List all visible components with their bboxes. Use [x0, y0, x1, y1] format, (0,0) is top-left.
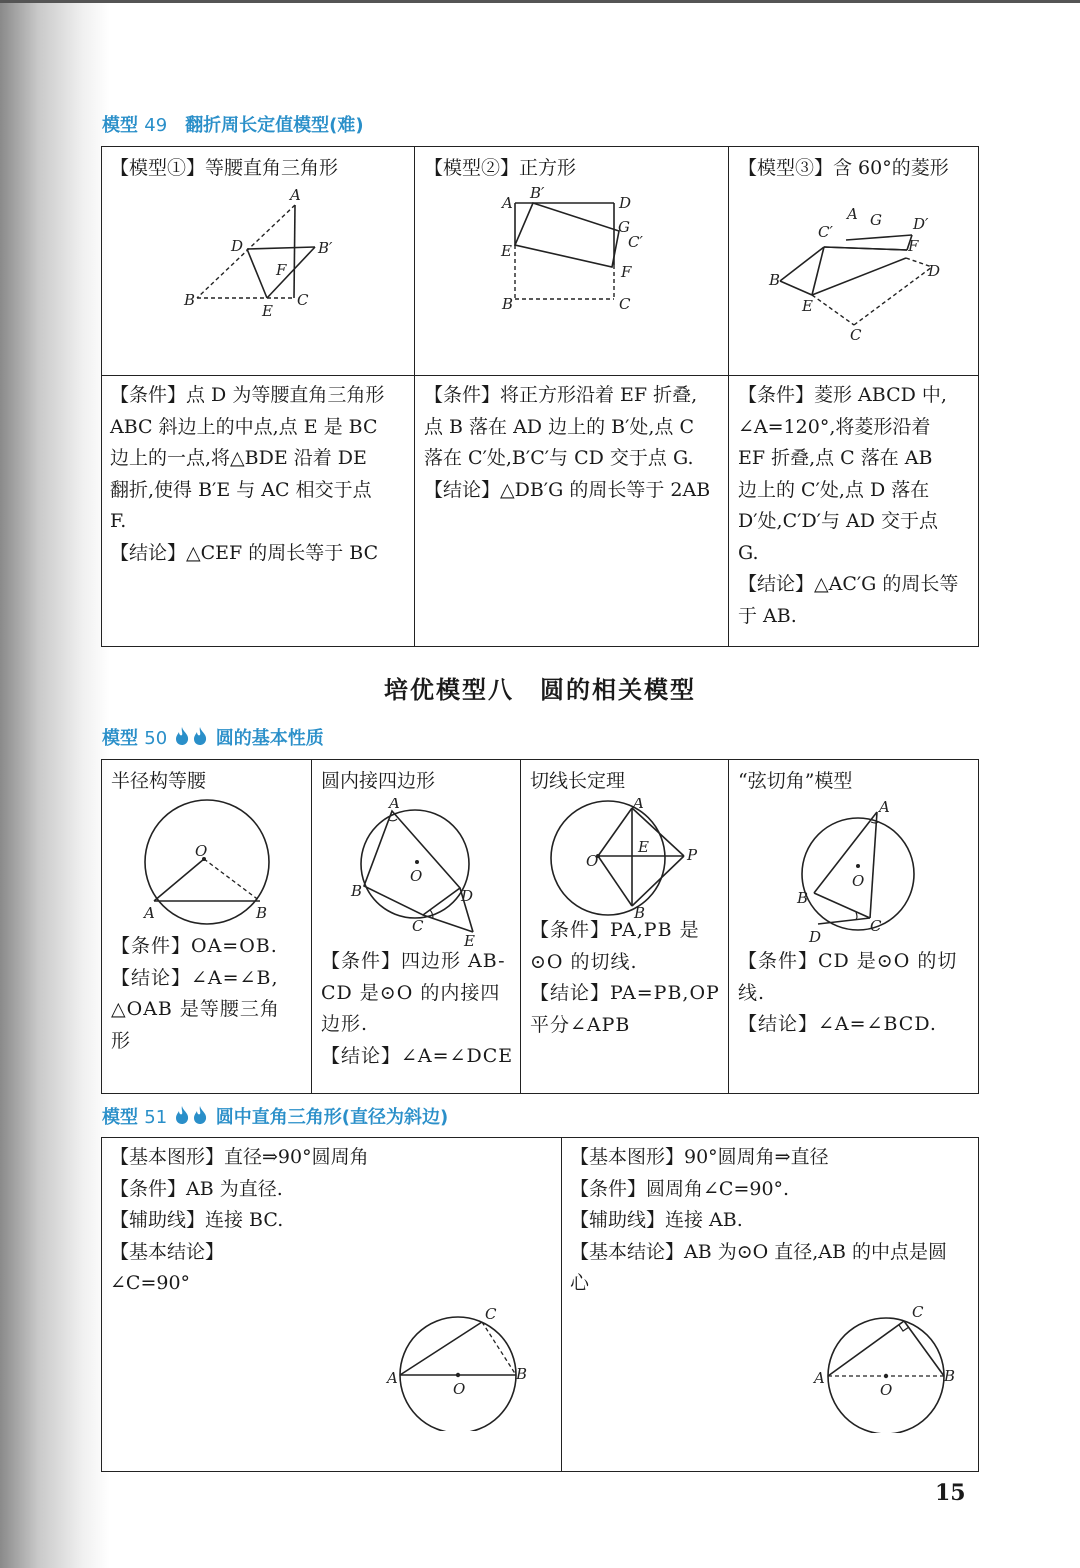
model-50-cell1-text: 【条件】OA=OB. 【结论】∠A=∠B, △OAB 是等腰三角 形	[111, 935, 280, 1052]
model-51-cell2-text: 【基本图形】90°圆周角⇒直径 【条件】圆周角∠C=90°. 【辅助线】连接 AB. 【基本结论】AB 为⊙O 直径,AB 的中点是圆 心	[570, 1146, 948, 1294]
fig50-2-label-E: E	[464, 932, 475, 948]
model-50-figure-1	[132, 798, 282, 928]
fig3-label-E: E	[802, 297, 813, 315]
fig50-1-label-A: A	[144, 904, 155, 922]
fig50-2-label-C: C	[412, 917, 424, 935]
fig50-3-label-A: A	[633, 798, 644, 812]
fig51-1-label-B: B	[516, 1365, 528, 1383]
model-50-figure-2	[347, 798, 497, 948]
fig51-1-label-O: O	[453, 1380, 466, 1398]
fig3-label-D: D	[928, 262, 941, 280]
fig51-2-label-O: O	[880, 1381, 893, 1399]
fig50-3-label-B: B	[634, 904, 646, 918]
fig50-2-label-D: D	[461, 887, 474, 905]
model-49-figure-1	[177, 187, 377, 322]
model-51-title: 模型 51 圆中直角三角形(直径为斜边)	[102, 1107, 449, 1128]
fig50-1-label-B: B	[256, 904, 268, 922]
fig50-1-label-O: O	[195, 842, 208, 860]
model-51-figure-1	[382, 1301, 542, 1431]
fig2-label-D: D	[619, 194, 632, 212]
top-border	[0, 0, 1080, 3]
fig50-3-label-O: O	[586, 852, 599, 870]
model-51-figure-2	[810, 1303, 970, 1433]
model-51-cell1-text: 【基本图形】直径⇒90°圆周角 【条件】AB 为直径. 【辅助线】连接 BC. 【基本结论】 ∠C=90°	[110, 1146, 369, 1294]
fig1-label-Bp: B′	[318, 239, 333, 257]
fig3-label-A: A	[847, 207, 858, 223]
fig50-3-label-E: E	[638, 838, 649, 856]
fig50-3-label-P: P	[687, 846, 698, 864]
page-edge-shadow	[0, 0, 110, 1568]
fig51-2-label-C: C	[912, 1303, 924, 1321]
model-50-figure-3	[532, 798, 712, 918]
fig2-label-B: B	[502, 295, 514, 313]
model-49-table	[101, 146, 979, 647]
model-50-cell4-heading: “弦切角”模型	[738, 770, 853, 792]
fig1-label-C: C	[297, 291, 309, 309]
fig50-4-label-D: D	[809, 928, 822, 946]
fig1-label-B: B	[184, 291, 196, 309]
fig3-label-Dp: D′	[913, 215, 929, 233]
flame-icon	[174, 1105, 190, 1125]
fig3-label-Cp: C′	[818, 223, 833, 241]
fig51-2-label-A: A	[814, 1369, 825, 1387]
fig51-1-label-C: C	[485, 1305, 497, 1323]
fig3-label-F: F	[908, 237, 919, 255]
fig50-4-label-A: A	[879, 798, 890, 816]
model-50-cell4-text: 【条件】CD 是⊙O 的切 线. 【结论】∠A=∠BCD.	[738, 950, 958, 1035]
model-49-figure-2	[495, 185, 655, 320]
model-49-cell3-heading: 【模型③】含 60°的菱形	[738, 157, 949, 179]
fig1-label-E: E	[262, 302, 273, 320]
section-title: 培优模型八 圆的相关模型	[384, 676, 696, 704]
fig50-2-label-O: O	[410, 867, 423, 885]
fig2-label-E: E	[501, 242, 512, 260]
fig1-label-A: A	[290, 187, 301, 204]
fig1-label-D: D	[231, 237, 244, 255]
model-49-cell2-text: 【条件】将正方形沿着 EF 折叠, 点 B 落在 AD 边上的 B′处,点 C 落在 C′处,B′C′与 CD 交于点 G. 【结论】△DB′G 的周长等于 2AB	[424, 384, 711, 501]
model-49-cell2-heading: 【模型②】正方形	[424, 157, 577, 179]
model-49-figure-3	[762, 207, 962, 342]
fig50-2-label-B: B	[351, 882, 363, 900]
model-50-table	[101, 759, 979, 1094]
model-50-cell3-text: 【条件】PA,PB 是 ⊙O 的切线. 【结论】PA=PB,OP 平分∠APB	[530, 919, 720, 1036]
fig2-label-Bp: B′	[530, 185, 545, 202]
model-50-title: 模型 50 圆的基本性质	[102, 728, 324, 749]
fig3-label-G: G	[870, 211, 882, 229]
model-50-cell1-heading: 半径构等腰	[111, 770, 207, 792]
model-49-cell1-text: 【条件】点 D 为等腰直角三角形 ABC 斜边上的中点,点 E 是 BC 边上的一点,将△BDE 沿着 DE 翻折,使得 B′E 与 AC 相交于点 F. 【结论】△CEF 的周长等于 BC	[110, 384, 385, 564]
model-49-title: 模型 49 翻折周长定值模型(难)	[102, 115, 364, 136]
fig50-4-label-O: O	[852, 872, 865, 890]
fig2-label-Cp: C′	[628, 233, 643, 251]
flame-icon	[192, 1105, 208, 1125]
model-49-cell1-heading: 【模型①】等腰直角三角形	[110, 157, 339, 179]
fig2-label-G: G	[618, 218, 630, 236]
fig51-2-label-B: B	[944, 1367, 956, 1385]
model-51-table	[101, 1137, 979, 1472]
model-50-figure-4	[792, 798, 932, 948]
flame-icon	[192, 726, 208, 746]
flame-icon	[174, 726, 190, 746]
model-50-cell2-heading: 圆内接四边形	[321, 770, 436, 792]
fig3-label-B: B	[769, 271, 781, 289]
model-50-cell2-text: 【条件】四边形 AB- CD 是⊙O 的内接四 边形. 【结论】∠A=∠DCE	[321, 950, 514, 1067]
fig50-2-label-A: A	[389, 798, 400, 812]
fig51-1-label-A: A	[387, 1369, 398, 1387]
model-50-cell3-heading: 切线长定理	[530, 770, 626, 792]
fig1-label-F: F	[276, 261, 287, 279]
fig2-label-F: F	[621, 263, 632, 281]
fig2-label-A: A	[502, 194, 513, 212]
page-number: 15	[935, 1480, 966, 1506]
fig50-4-label-B: B	[797, 889, 809, 907]
fig2-label-C: C	[619, 295, 631, 313]
fig3-label-C: C	[850, 326, 862, 342]
model-49-cell3-text: 【条件】菱形 ABCD 中, ∠A=120°,将菱形沿着 EF 折叠,点 C 落在 AB 边上的 C′处,点 D 落在 D′处,C′D′与 AD 交于点 G. 【结论】△AC′G 的周长等 于 AB.	[738, 384, 959, 627]
fig50-4-label-C: C	[870, 917, 882, 935]
